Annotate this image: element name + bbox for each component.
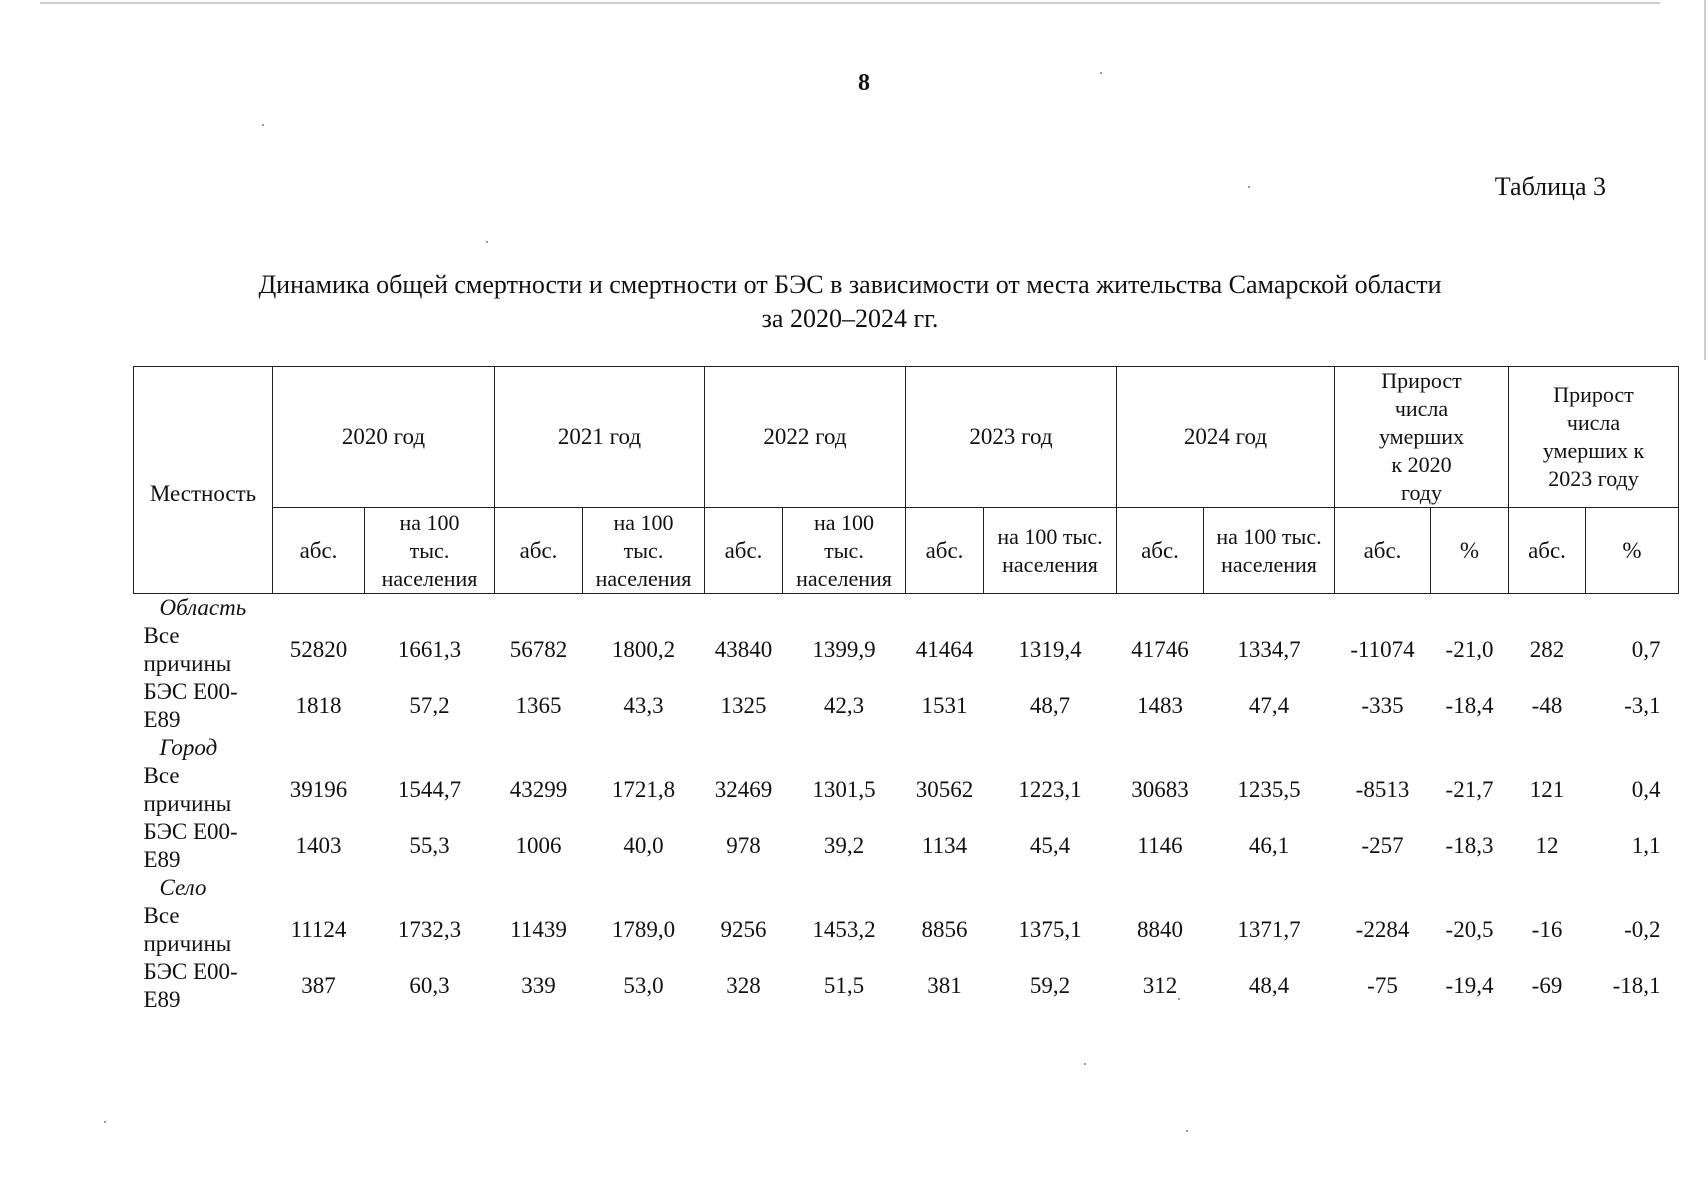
- subheader-abs: абс.: [273, 508, 365, 594]
- table-cell: 53,0: [623, 973, 664, 998]
- subheader-row: [134, 508, 1679, 594]
- table-cell: 1789,0: [611, 917, 676, 942]
- table-cell: 46,1: [1248, 833, 1290, 858]
- header-year-2022: 2022 год: [705, 367, 906, 508]
- table-cell: 40,0: [623, 833, 664, 858]
- group-row: [134, 874, 1679, 902]
- table-cell: 32469: [714, 777, 773, 802]
- table-cell: -75: [1367, 973, 1398, 998]
- table-cell: 339: [521, 973, 556, 998]
- table-cell: -8513: [1355, 777, 1410, 802]
- page-number: 8: [858, 70, 870, 96]
- table-cell: 30683: [1131, 777, 1189, 802]
- table-cell: 43,3: [623, 693, 664, 718]
- scan-top-edge: [40, 2, 1660, 4]
- table-cell: 45,4: [1029, 833, 1071, 858]
- table-row: [134, 622, 1679, 678]
- table-cell: 39196: [289, 777, 348, 802]
- table-cell: 9256: [720, 917, 767, 942]
- subheader-abs: абс.: [1117, 508, 1204, 594]
- table-cell: -257: [1361, 833, 1404, 858]
- table-cell: 47,4: [1248, 693, 1290, 718]
- table-cell: 1371,7: [1237, 917, 1301, 942]
- table-cell: -0,2: [1624, 917, 1661, 942]
- table-cell: 1375,1: [1018, 917, 1082, 942]
- table-cell: 1,1: [1631, 833, 1661, 858]
- subheader-percent: %: [1431, 508, 1509, 594]
- table-cell: -48: [1531, 693, 1563, 718]
- table-cell: -69: [1531, 973, 1563, 998]
- table-cell: -18,3: [1445, 833, 1494, 858]
- table-cell: 1721,8: [611, 777, 676, 802]
- table-cell: 11439: [510, 917, 567, 942]
- table-cell: -11074: [1350, 637, 1415, 662]
- table-cell: 1483: [1137, 693, 1183, 718]
- table-cell: 41746: [1131, 637, 1189, 662]
- table-cell: 381: [927, 973, 962, 998]
- row-label: БЭС E00-E89: [143, 679, 238, 732]
- table-cell: 57,2: [409, 693, 450, 718]
- scan-speck: [104, 1121, 106, 1123]
- table-cell: -19,4: [1445, 973, 1494, 998]
- table-cell: -2284: [1355, 917, 1410, 942]
- scan-speck: [1248, 186, 1250, 188]
- row-label: БЭС E00-E89: [143, 819, 238, 872]
- table-cell: 48,4: [1248, 973, 1290, 998]
- scan-speck: [1186, 1130, 1188, 1132]
- table-label: Таблица 3: [1494, 172, 1606, 201]
- subheader-per-100k: на 100 тыс. населения: [783, 508, 906, 594]
- subheader-abs: абс.: [906, 508, 984, 594]
- scan-right-edge: [1704, 0, 1706, 360]
- subheader-abs: абс.: [1335, 508, 1431, 594]
- row-label: Все причины: [143, 763, 232, 816]
- row-label: Все причины: [143, 903, 232, 956]
- table-cell: 8856: [921, 917, 968, 942]
- table-cell: -18,1: [1612, 973, 1661, 998]
- table-cell: 0,4: [1631, 777, 1661, 802]
- table-cell: 1399,9: [812, 637, 876, 662]
- subheader-per-100k: на 100 тыс. населения: [984, 508, 1117, 594]
- subheader-percent: %: [1586, 508, 1679, 594]
- header-locality: Местность: [134, 367, 273, 594]
- table-cell: 1301,5: [812, 777, 876, 802]
- header-year-2020: 2020 год: [273, 367, 495, 508]
- table-cell: -21,0: [1445, 637, 1494, 662]
- table-body: [134, 594, 1679, 1015]
- table-cell: 43840: [714, 637, 773, 662]
- scan-speck: [1100, 72, 1102, 74]
- table-cell: 1134: [921, 833, 968, 858]
- table-row: [134, 902, 1679, 958]
- header-year-2023: 2023 год: [906, 367, 1117, 508]
- group-name: Село: [159, 875, 207, 900]
- table-cell: 1800,2: [611, 637, 676, 662]
- table-cell: 41464: [915, 637, 974, 662]
- group-name: Город: [159, 735, 218, 760]
- scan-speck: [1084, 1063, 1086, 1065]
- table-cell: 48,7: [1029, 693, 1071, 718]
- table-cell: -21,7: [1445, 777, 1494, 802]
- table-cell: 30562: [915, 777, 974, 802]
- table-cell: 328: [726, 973, 761, 998]
- group-row: [134, 594, 1679, 623]
- table-cell: 56782: [509, 637, 568, 662]
- table-cell: 1818: [295, 693, 342, 718]
- table-cell: 1235,5: [1237, 777, 1301, 802]
- table-cell: -3,1: [1624, 693, 1661, 718]
- table-cell: 43299: [509, 777, 568, 802]
- mortality-table: [133, 366, 1679, 1014]
- subheader-abs: абс.: [495, 508, 583, 594]
- header-growth-2023: Прирост числа умерших к 2023 году: [1509, 367, 1679, 508]
- subheader-per-100k: на 100 тыс. населения: [365, 508, 495, 594]
- table-cell: 1006: [515, 833, 562, 858]
- scan-speck: [486, 241, 488, 243]
- row-label: Все причины: [143, 623, 232, 676]
- table-cell: 1146: [1137, 833, 1183, 858]
- table-cell: 1732,3: [397, 917, 462, 942]
- table-cell: 8840: [1137, 917, 1183, 942]
- table-cell: 52820: [289, 637, 348, 662]
- table-cell: 11124: [290, 917, 347, 942]
- header-year-2021: 2021 год: [495, 367, 705, 508]
- table-cell: 59,2: [1029, 973, 1071, 998]
- subheader-per-100k: на 100 тыс. населения: [583, 508, 705, 594]
- group-name: Область: [159, 595, 247, 620]
- table-cell: 1453,2: [812, 917, 876, 942]
- scan-speck: [262, 124, 264, 126]
- subheader-per-100k: на 100 тыс. населения: [1204, 508, 1335, 594]
- header-year-2024: 2024 год: [1117, 367, 1335, 508]
- caption-line-1: Динамика общей смертности и смертности от БЭС в зависимости от места жительства Самарской области: [258, 270, 1442, 299]
- subheader-abs: абс.: [705, 508, 783, 594]
- table-cell: 1365: [515, 693, 562, 718]
- scan-speck: [1178, 998, 1180, 1000]
- table-cell: -18,4: [1445, 693, 1494, 718]
- table-cell: -16: [1531, 917, 1563, 942]
- header-growth-2020: Прирост числа умерших к 2020 году: [1335, 367, 1509, 508]
- row-label: БЭС E00-E89: [143, 959, 238, 1012]
- table-cell: -335: [1361, 693, 1404, 718]
- table-cell: 1325: [720, 693, 767, 718]
- table-cell: 55,3: [409, 833, 450, 858]
- table-cell: 60,3: [409, 973, 450, 998]
- table-cell: 39,2: [823, 833, 865, 858]
- table-cell: 978: [726, 833, 761, 858]
- subheader-abs: абс.: [1509, 508, 1586, 594]
- table-cell: 1223,1: [1018, 777, 1082, 802]
- caption-line-2: за 2020–2024 гг.: [761, 304, 939, 333]
- table-cell: 42,3: [823, 693, 865, 718]
- table-cell: 1544,7: [397, 777, 462, 802]
- table-row: [134, 818, 1679, 874]
- table-cell: 1403: [295, 833, 342, 858]
- table-cell: 282: [1529, 637, 1565, 662]
- table-cell: 51,5: [823, 973, 865, 998]
- table-cell: -20,5: [1445, 917, 1494, 942]
- table-cell: 121: [1529, 777, 1565, 802]
- table-cell: 1531: [921, 693, 968, 718]
- table-cell: 1334,7: [1237, 637, 1301, 662]
- table-caption: [200, 268, 1500, 336]
- table-row: [134, 678, 1679, 734]
- table-cell: 387: [301, 973, 336, 998]
- table-row: [134, 762, 1679, 818]
- table-cell: 312: [1142, 973, 1178, 998]
- table-row: [134, 958, 1679, 1014]
- table-cell: 1319,4: [1018, 637, 1082, 662]
- table-cell: 0,7: [1631, 637, 1661, 662]
- table-cell: 1661,3: [397, 637, 462, 662]
- table-cell: 12: [1535, 833, 1559, 858]
- group-row: [134, 734, 1679, 762]
